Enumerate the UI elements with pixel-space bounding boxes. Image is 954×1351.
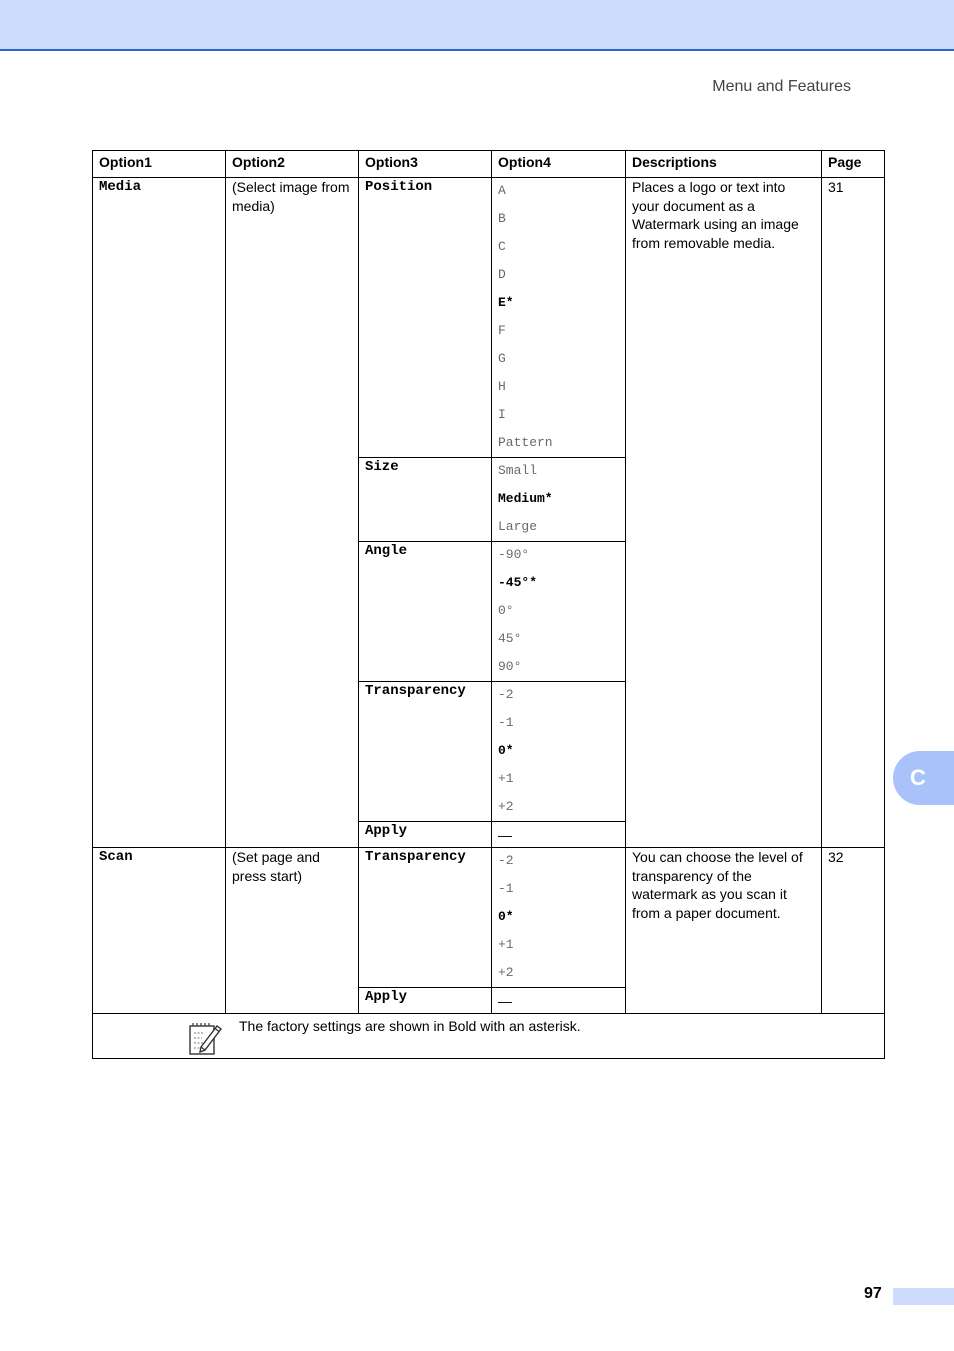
table-row: [93, 848, 885, 988]
option-value-default: E*: [498, 295, 514, 310]
note-text: The factory settings are shown in Bold with an asterisk.: [239, 1018, 581, 1034]
option4-size-list: [492, 458, 626, 542]
option3-scan-apply: Apply: [359, 988, 492, 1014]
option-value: Large: [498, 519, 538, 534]
option3-apply: Apply: [359, 822, 492, 848]
option-value: +1: [498, 771, 514, 786]
option4-position-list: [492, 178, 626, 458]
option3-scan-transparency: Transparency: [359, 848, 492, 988]
option1-scan: Scan: [93, 848, 226, 1014]
option4-scan-transparency-list: [492, 848, 626, 988]
note-cell: [93, 1014, 885, 1059]
option-value-default: Medium*: [498, 491, 553, 506]
option3-angle: Angle: [359, 542, 492, 682]
note-row: [93, 1014, 885, 1059]
option-value: Pattern: [498, 435, 553, 450]
column-header: Page: [822, 151, 885, 178]
page-ref-media: 31: [822, 178, 885, 848]
option3-transparency: Transparency: [359, 682, 492, 822]
option4-apply: [492, 822, 626, 848]
option-value: I: [498, 407, 506, 422]
option-value: -2: [498, 687, 514, 702]
option4-transparency-list: [492, 682, 626, 822]
column-header: Descriptions: [626, 151, 822, 178]
option-value: 45°: [498, 631, 522, 646]
table-row: [93, 178, 885, 458]
page-ref-scan: 32: [822, 848, 885, 1014]
header-band: [0, 0, 954, 51]
option-value: -1: [498, 715, 514, 730]
menu-table: [92, 150, 885, 1059]
option-value: C: [498, 239, 506, 254]
option-value: G: [498, 351, 506, 366]
option-value: +2: [498, 965, 514, 980]
column-header: Option1: [93, 151, 226, 178]
option3-size: Size: [359, 458, 492, 542]
table-header-row: [93, 151, 885, 178]
option-value: -2: [498, 853, 514, 868]
option-value-default: 0*: [498, 743, 514, 758]
column-header: Option4: [492, 151, 626, 178]
option1-media: Media: [93, 178, 226, 848]
option-value: +2: [498, 799, 514, 814]
description-scan: You can choose the level of transparency of the watermark as you scan it from a paper document.: [626, 848, 822, 1014]
option-value: A: [498, 183, 506, 198]
page-header-title: Menu and Features: [712, 78, 851, 95]
option-value: -1: [498, 881, 514, 896]
option-value: Small: [498, 463, 538, 478]
option-value: 0°: [498, 603, 514, 618]
option-value: -90°: [498, 547, 530, 562]
option-value: H: [498, 379, 506, 394]
option-value: +1: [498, 937, 514, 952]
option-value: —: [498, 993, 512, 1009]
option3-position: Position: [359, 178, 492, 458]
column-header: Option3: [359, 151, 492, 178]
chapter-tab: C: [893, 751, 954, 805]
column-header: Option2: [226, 151, 359, 178]
option-value: 90°: [498, 659, 522, 674]
option-value-default: 0*: [498, 909, 514, 924]
option-value: F: [498, 323, 506, 338]
option4-angle-list: [492, 542, 626, 682]
option-value: —: [498, 827, 512, 843]
note-wrap: [99, 1014, 878, 1058]
option-value: D: [498, 267, 506, 282]
option2-scan: (Set page and press start): [226, 848, 359, 1014]
footer-band: [893, 1288, 954, 1305]
option-value: B: [498, 211, 506, 226]
page-number: 97: [864, 1285, 882, 1302]
option2-media: (Select image from media): [226, 178, 359, 848]
description-media: Places a logo or text into your document as a Watermark using an image from removable media.: [626, 178, 822, 848]
option-value-default: -45°*: [498, 575, 538, 590]
note-pencil-icon: [187, 1020, 223, 1056]
option4-scan-apply: [492, 988, 626, 1014]
